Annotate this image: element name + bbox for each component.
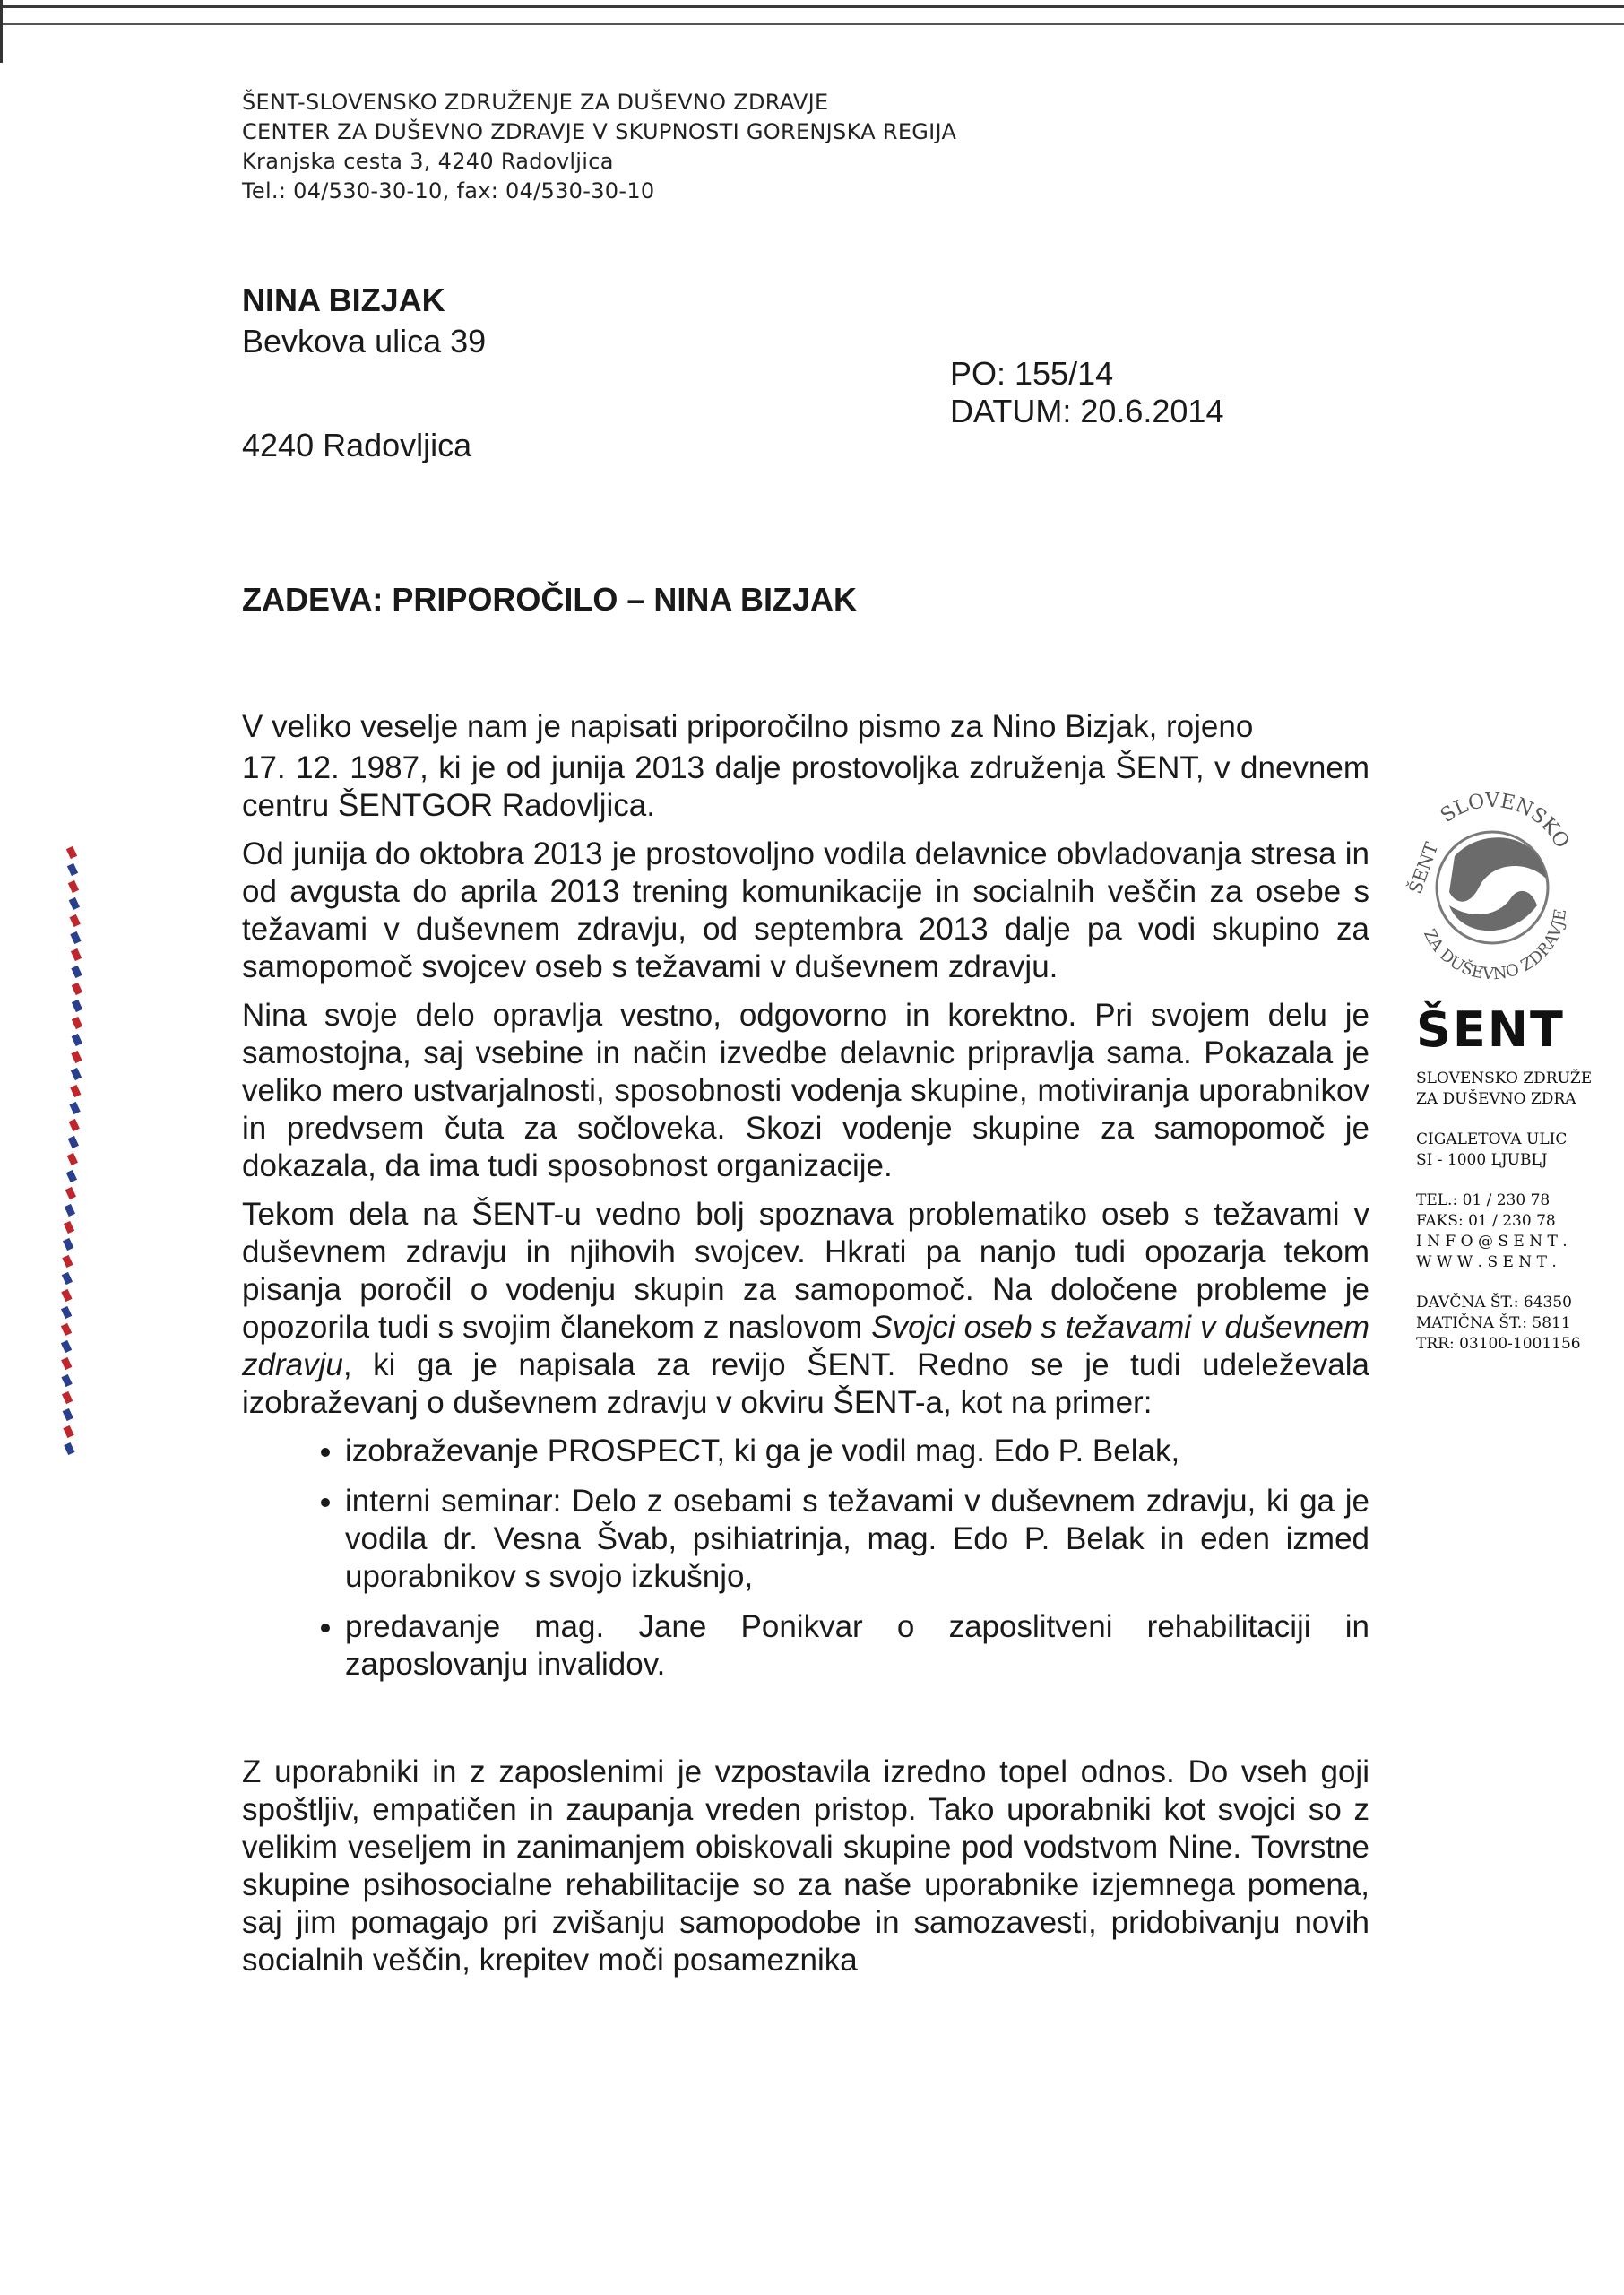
- ribbon-segment: [63, 1425, 73, 1438]
- ribbon-segment: [64, 1221, 74, 1234]
- letterhead-center-name: CENTER ZA DUŠEVNO ZDRAVJE V SKUPNOSTI GORENJSKA REGIJA: [242, 119, 957, 144]
- reference-number: PO: 155/14: [950, 355, 1114, 392]
- ribbon-segment: [65, 1204, 75, 1217]
- paragraph-activities: Od junija do oktobra 2013 je prostovoljno vodila delavnice obvladovanja stresa in od avgusta do aprila 2013 trening komunikacije in socialnih veščin za osebe s težavami v duševnem zdravju, od septembra 2013 dalje pa vodi skupino za samopomoč svojcev oseb s težavami v duševnem zdravju.: [242, 836, 1369, 984]
- stamp-address: [1416, 1130, 1613, 1171]
- list-item: • interni seminar: Delo z osebami s težavami v duševnem zdravju, ki ga je vodila dr. Vesna Švab, psihiatrinja, mag. Edo P. Belak in eden izmed uporabnikov s svojo izkušnjo,: [345, 1483, 1369, 1596]
- training-list: [242, 1433, 1369, 1684]
- recipient-name: NINA BIZJAK: [242, 281, 445, 318]
- ribbon-segment: [69, 1102, 80, 1114]
- ribbon-segment: [72, 1017, 82, 1029]
- paragraph-qualities: Nina svoje delo opravlja vestno, odgovorno in korektno. Pri svojem delu je samostojna, saj vsebine in način izvedbe delavnic pripravlja sama. Pokazala je veliko mero ustvarjalnosti, sposobnosti vodenja skupine, motiviranja uporabnikov in predvsem čuta za sočloveka. Skozi vodenje skupine za samopomoč je dokazala, da ima tudi sposobnost organizacije.: [242, 998, 1369, 1183]
- recipient-street: Bevkova ulica 39: [242, 323, 487, 359]
- stamp-ids: [1416, 1293, 1613, 1355]
- ribbon-segment: [62, 1255, 73, 1268]
- letter-body: [242, 708, 1369, 1990]
- spacer: [242, 1696, 1369, 1754]
- ribbon-segment: [72, 983, 82, 995]
- stamp-ring-left-text: ŠENT: [1404, 839, 1443, 897]
- stamp-bank-account: TRR: 03100-1001156: [1416, 1335, 1581, 1353]
- paragraph-intro-line: V veliko veselje nam je napisati priporočilno pismo za Nino Bizjak, rojeno: [242, 709, 1254, 744]
- ribbon-segment: [70, 1085, 81, 1097]
- stamp-email: I N F O @ S E N T .: [1416, 1233, 1568, 1251]
- stamp-tel: TEL.: 01 / 230 78: [1416, 1191, 1551, 1209]
- ribbon-segment: [62, 1272, 73, 1285]
- top-rule: [0, 5, 1624, 8]
- stamp-org-line1: SLOVENSKO ZDRUŽE: [1416, 1070, 1593, 1087]
- ribbon-segment: [67, 863, 78, 876]
- ribbon-segment: [71, 966, 82, 978]
- stamp-address-city: SI - 1000 LJUBLJ: [1416, 1151, 1548, 1169]
- ribbon-stripes: [61, 846, 82, 1455]
- ribbon-segment: [65, 1187, 76, 1199]
- ribbon-segment: [62, 1391, 73, 1404]
- ribbon-segment: [69, 1119, 80, 1131]
- ribbon-segment: [71, 948, 82, 961]
- top-rule-secondary: [0, 23, 1624, 25]
- letterhead-address: Kranjska cesta 3, 4240 Radovljica: [242, 149, 614, 174]
- list-item: • izobraževanje PROSPECT, ki ga je vodil mag. Edo P. Belak,: [345, 1433, 1369, 1470]
- ribbon-segment: [70, 914, 81, 927]
- ribbon-segment: [72, 1034, 82, 1046]
- stamp-fax: FAKS: 01 / 230 78: [1416, 1212, 1556, 1230]
- stamp-address-street: CIGALETOVA ULIC: [1416, 1130, 1568, 1148]
- subject-line: ZADEVA: PRIPOROČILO – NINA BIZJAK: [242, 581, 858, 618]
- sender-stamp-sidebar: [1416, 1001, 1613, 1371]
- article-title: Svojci oseb s težavami v duševnem zdravju: [242, 1310, 1369, 1382]
- list-item: • predavanje mag. Jane Ponikvar o zaposlitveni rehabilitaciji in zaposlovanju invalidov.: [345, 1608, 1369, 1684]
- recipient-block: [242, 280, 486, 466]
- ribbon-segment: [66, 846, 77, 859]
- stamp-tax-number: DAVČNA ŠT.: 64350: [1416, 1294, 1573, 1312]
- ribbon-segment: [69, 897, 80, 910]
- ribbon-segment: [66, 1170, 77, 1182]
- paragraph-relations: Z uporabniki in z zaposlenimi je vzpostavila izredno topel odnos. Do vseh goji spoštljiv, empatičen in zaupanja vreden pristop. Tako uporabniki kot svojci so z velikim veseljem in zanimanjem obiskovali skupine pod vodstvom Nine. Tovrstne skupine psihosocialne rehabilitacije so za naše uporabnike izjemnega pomena, saj jim pomagajo pri zvišanju samopodobe in samozavesti, pridobivanju novih socialnih veščin, krepitev moči posameznika: [242, 1754, 1369, 1978]
- ribbon-segment: [61, 1374, 72, 1387]
- ribbon-segment: [67, 1153, 78, 1165]
- ribbon-segment: [61, 1357, 72, 1370]
- paragraph-awareness: [242, 1196, 1369, 1422]
- ribbon-segment: [68, 880, 79, 893]
- paragraph-awareness-part1: Tekom dela na ŠENT-u vedno bolj spoznava problematiko oseb s težavami v duševnem zdravju in njihovih svojcev. Hkrati pa nanjo tudi opozarja tekom pisanja poročil o vodenju skupin za samopomoč. Na določene probleme je opozorila tudi s svojim članekom z naslovom: [242, 1197, 1369, 1345]
- letterhead-org-name: ŠENT-SLOVENSKO ZDRUŽENJE ZA DUŠEVNO ZDRAVJE: [242, 90, 829, 115]
- stamp-web: W W W . S E N T .: [1416, 1253, 1557, 1271]
- stamp-ring-bottom-text: ZA DUŠEVNO ZDRAVJE: [1420, 907, 1571, 984]
- paragraph-awareness-part2: , ki ga je napisala za revijo ŠENT. Redno se je tudi udeleževala izobraževanj o duševnem zdravju v okviru ŠENT-a, kot na primer:: [242, 1347, 1369, 1420]
- ribbon-segment: [63, 1238, 73, 1251]
- binding-ribbon: [56, 838, 91, 1484]
- stamp-brand-logo: ŠENT: [1416, 1001, 1565, 1058]
- letterhead: [242, 88, 1138, 206]
- ribbon-segment: [71, 1051, 82, 1063]
- ribbon-segment: [61, 1289, 72, 1302]
- ribbon-segment: [71, 1068, 82, 1080]
- reference-block: [950, 355, 1223, 430]
- reference-date: DATUM: 20.6.2014: [950, 393, 1224, 429]
- ribbon-segment: [68, 1136, 79, 1148]
- ribbon-segment: [61, 1306, 72, 1319]
- recipient-city: 4240 Radovljica: [242, 427, 472, 463]
- ribbon-segment: [72, 1000, 82, 1012]
- ribbon-segment: [70, 931, 81, 944]
- ribbon-segment: [61, 1340, 72, 1353]
- stamp-registration-number: MATIČNA ŠT.: 5811: [1416, 1314, 1571, 1332]
- ribbon-segment: [64, 1442, 74, 1455]
- stamp-contacts: [1416, 1191, 1613, 1273]
- organization-stamp: [1394, 771, 1586, 1022]
- stamp-ring-top-text: SLOVENSKO: [1437, 789, 1574, 853]
- letterhead-phone: Tel.: 04/530-30-10, fax: 04/530-30-10: [242, 178, 655, 204]
- stamp-org: [1416, 1069, 1613, 1110]
- left-edge-mark: [0, 0, 3, 63]
- ribbon-segment: [63, 1408, 73, 1421]
- ribbon-segment: [61, 1323, 72, 1336]
- stamp-org-line2: ZA DUŠEVNO ZDRA: [1416, 1090, 1576, 1108]
- paragraph-intro: 17. 12. 1987, ki je od junija 2013 dalje prostovoljka združenja ŠENT, v dnevnem centru ŠENTGOR Radovljica.: [242, 750, 1369, 823]
